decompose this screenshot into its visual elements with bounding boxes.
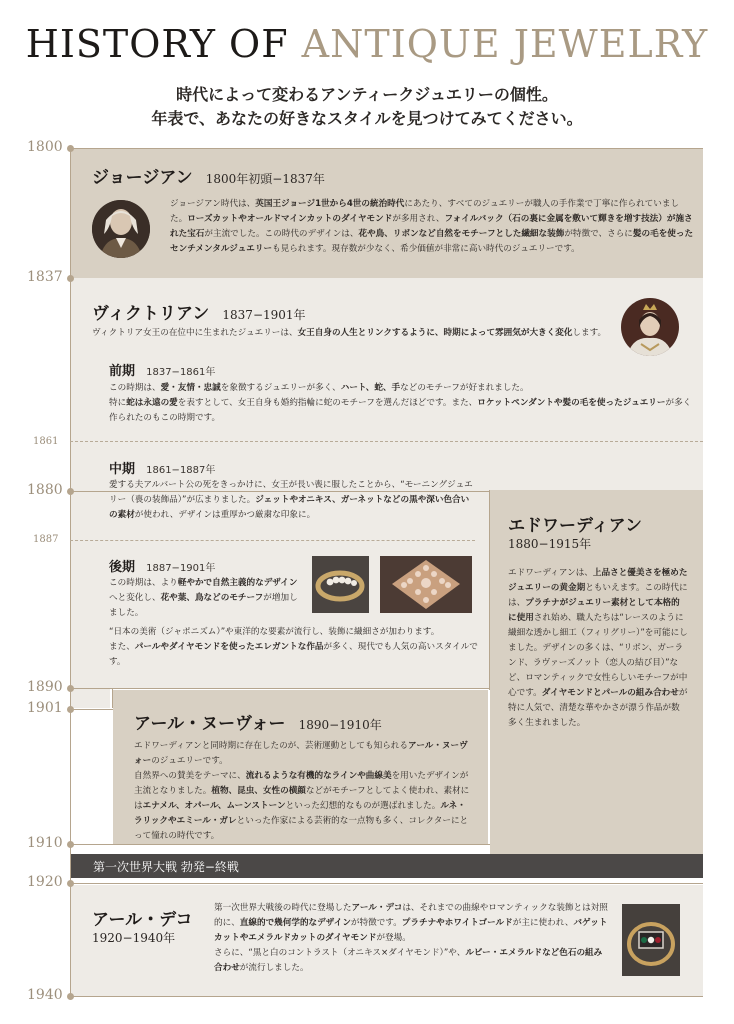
victorian-name: ヴィクトリアン [92,304,210,324]
page-title [0,22,734,66]
marker-line [70,883,703,884]
mid-name: 中期 [109,462,136,477]
title-part1: HISTORY OF [25,22,289,66]
year-1890: 1890 [27,679,63,695]
year-1940: 1940 [27,987,63,1003]
divider-1861 [70,441,703,442]
marker-line [70,688,490,689]
marker-line [70,148,703,149]
victorian-dates: 1837−1901年 [222,308,306,322]
early-body: この時期は、愛・友情・忠誠を象徴するジュエリーが多く、ハート、蛇、手などのモチーフが好まれました。 特に蛇は永遠の愛を表すとして、女王自身も婚約指輪に蛇のモチーフを選んだほどです。また、ロケットペンダントや髪の毛を使ったジュエリーが多く作られたのもこの時期です。 [109,383,692,423]
nouveau-name: アール・ヌーヴォー [134,714,286,734]
subtitle-line2: 年表で、あなたの好きなスタイルを見つけてみてください。 [151,109,583,128]
edwardian-dates: 1880−1915年 [508,537,592,551]
georgian-dates: 1800年初頭−1837年 [205,172,325,186]
nouveau-connector [112,688,113,708]
year-1910: 1910 [27,835,63,851]
subtitle-line1: 時代によって変わるアンティークジュエリーの個性。 [176,85,558,104]
deco-body: 第一次世界大戦後の時代に登場したアール・デコは、それまでの曲線やロマンティックな装飾とは対照的に、直線的で幾何学的なデザインが特徴です。プラチナやホワイトゴールドが主に使われ、バゲットカットやエメラルドカットのダイヤモンドが登場。 さらに、“黒と白のコントラスト（オニキス×ダイヤモンド）”や、ルビー・エメラルドなど色石の組み合わせが流行しました。 [214,903,608,973]
early-heading [109,360,215,379]
deco-ring-photo [622,904,680,976]
edwardian-connector [489,490,490,690]
victoria-portrait [621,298,679,356]
late-body-1: この時期は、より軽やかで自然主義的なデザインへと変化し、花や葉、鳥などのモチーフが増加しました。 [109,578,298,618]
george-portrait [92,200,150,258]
year-1901: 1901 [27,700,63,716]
deco-dates: 1920−1940年 [92,931,176,945]
marker-line [70,996,703,997]
late-body-2: “日本の美術（ジャポニズム）”や東洋的な要素が流行し、装飾に繊細さが加わります。 また、パールやダイヤモンドを使ったエレガントな作品が多く、現代でも人気の高いスタイルです。 [109,627,478,667]
year-1887: 1887 [33,534,59,545]
georgian-heading [92,163,325,188]
nouveau-body: エドワーディアンと同時期に存在したのが、芸術運動としても知られるアール・ヌーヴォーのジュエリーです。 自然界への賛美をテーマに、流れるような有機的なラインや曲線美を用いたデザインが主流となりました。植物、昆虫、女性の横顔などがモチーフとしてよく使われ、素材にはエナメル、オパール、ムーンストーンといった幻想的なものが選ばれました。ルネ・ラリックやエミール・ガレといった作家による芸術的な一点物も多く、コレクターにとって憧れの時代です。 [134,741,470,841]
ww1-label: 第一次世界大戦 勃発−終戦 [93,860,239,874]
divider-1887 [70,540,475,541]
late-heading [109,556,215,575]
year-1800: 1800 [27,139,63,155]
late-name: 後期 [109,560,136,575]
deco-name: アール・デコ [92,910,193,930]
marker-line [70,709,113,710]
edwardian-body: エドワーディアンは、上品さと優美さを極めたジュエリーの黄金期ともいえます。この時代には、プラチナがジュエリー素材として本格的に使用され始め、職人たちは“レースのように繊細な透かし細工（フィリグリー）”を可能にしました。デザインの多くは、“リボン、ガーランド、ラヴァーズノット（恋人の結び目）”など、ロマンティックで女性らしいモチーフが中心です。ダイヤモンドとパールの組み合わせが特に人気で、清楚な華やかさが漂う作品が数多く生まれました。 [508,568,688,728]
early-dates: 1837−1861年 [146,367,216,378]
edwardian-name: エドワーディアン [508,516,642,536]
victorian-intro: ヴィクトリア女王の在位中に生まれたジュエリーは、女王自身の人生とリンクするように、時期によって雰囲気が大きく変化します。 [92,328,607,338]
victorian-heading [92,299,306,324]
victorian-panel-tail [70,688,110,708]
nouveau-dates: 1890−1910年 [298,718,382,732]
mid-dates: 1861−1887年 [146,465,216,476]
year-1880: 1880 [27,482,63,498]
marker-line [70,844,490,845]
early-name: 前期 [109,364,136,379]
nouveau-heading [134,709,382,734]
georgian-body: ジョージアン時代は、英国王ジョージ1世から4世の統治時代にあたり、すべてのジュエリーが職人の手作業で丁寧に作られていました。ローズカットやオールドマインカットのダイヤモンドが多用され、フォイルバック（石の裏に金属を敷いて輝きを増す技法）が施された宝石が主流でした。この時代のデザインは、花や鳥、リボンなど自然をモチーフとした繊細な装飾が特徴で、さらに髪の毛を使ったセンチメンタルジュエリーも見られます。現存数が少なく、希少価値が非常に高い時代のジュエリーです。 [170,199,694,254]
georgian-name: ジョージアン [92,168,193,188]
title-part2: ANTIQUE JEWELRY [301,22,709,66]
mid-body: 愛する夫アルバート公の死をきっかけに、女王が長い喪に服したことから、“モーニングジュエリー（喪の装飾品）”が広まりました。ジェットやオニキス、ガーネットなどの黒や深い色合いの素材が使われ、デザインは重厚かつ厳粛な印象に。 [109,480,473,520]
late-dates: 1887−1901年 [146,563,216,574]
year-1837: 1837 [27,269,63,285]
year-1920: 1920 [27,874,63,890]
marker-dot [67,275,74,282]
mid-heading [109,458,215,477]
year-1861: 1861 [33,436,59,447]
ring-photo [312,556,369,613]
brooch-photo [380,556,472,613]
